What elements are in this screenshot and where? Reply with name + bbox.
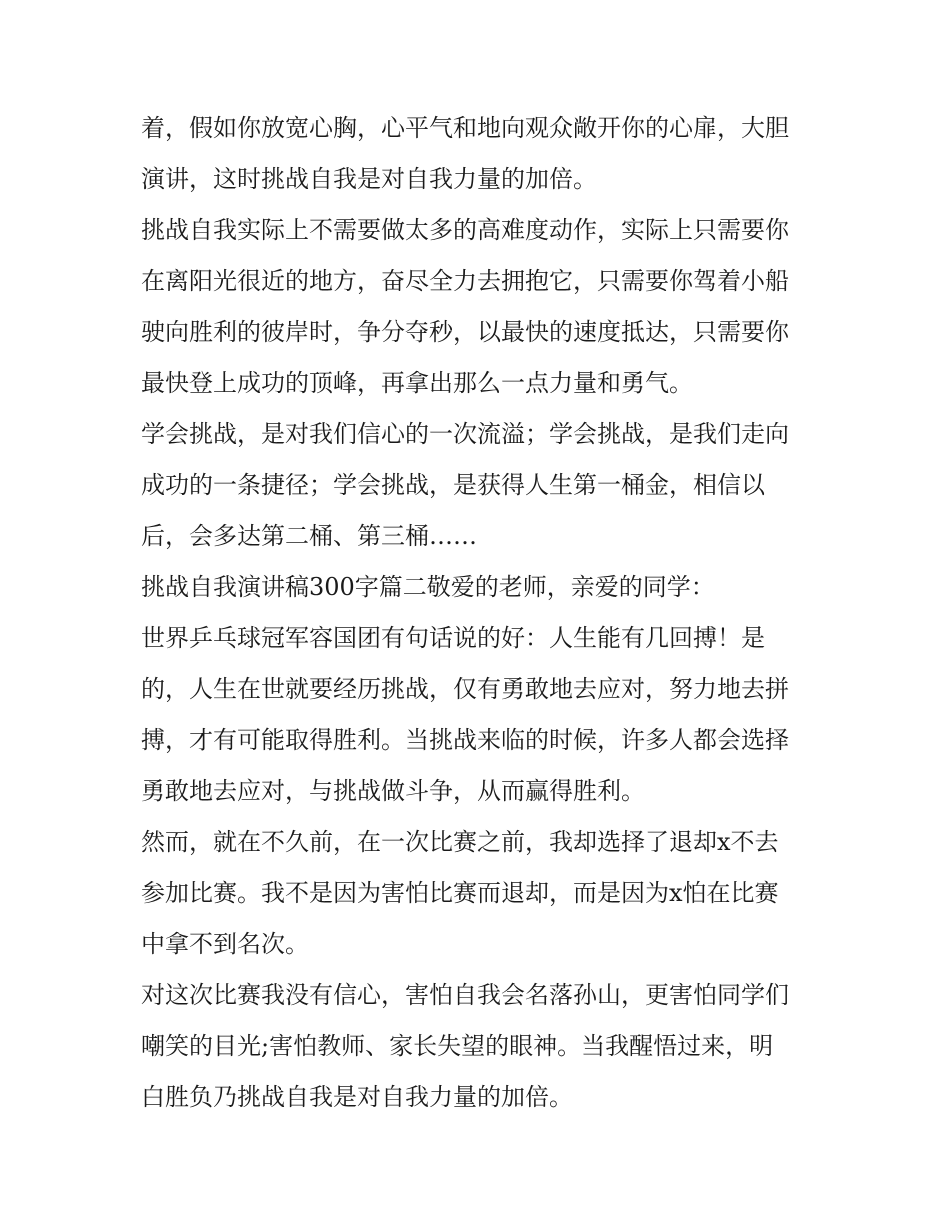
- text-line: 搏，才有可能取得胜利。当挑战来临的时候，许多人都会选择: [141, 726, 789, 754]
- text-line: 在离阳光很近的地方，奋尽全力去拥抱它，只需要你驾着小船: [141, 267, 789, 295]
- text-line: 着，假如你放宽心胸，心平气和地向观众敞开你的心扉，大胆: [141, 114, 789, 142]
- text-line: 嘲笑的目光;害怕教师、家长失望的眼神。当我醒悟过来，明: [141, 1032, 774, 1060]
- text-line: 驶向胜利的彼岸时，争分夺秒，以最快的速度抵达，只需要你: [141, 318, 789, 346]
- document-body: [141, 103, 821, 1123]
- text-line: 挑战自我演讲稿300字篇二敬爱的老师，亲爱的同学：: [141, 573, 715, 601]
- text-line: 世界乒乓球冠军容国团有句话说的好：人生能有几回搏！是: [141, 624, 765, 652]
- text-line: 中拿不到名次。: [141, 930, 309, 958]
- text-line: 勇敢地去应对，与挑战做斗争，从而赢得胜利。: [141, 777, 645, 805]
- text-line: 最快登上成功的顶峰，再拿出那么一点力量和勇气。: [141, 369, 693, 397]
- text-line: 成功的一条捷径；学会挑战，是获得人生第一桶金，相信以: [141, 471, 765, 499]
- text-line: 白胜负乃挑战自我是对自我力量的加倍。: [141, 1083, 573, 1111]
- text-line: 演讲，这时挑战自我是对自我力量的加倍。: [141, 165, 597, 193]
- text-line: 后，会多达第二桶、第三桶……: [141, 522, 477, 550]
- text-line: 挑战自我实际上不需要做太多的高难度动作，实际上只需要你: [141, 216, 789, 244]
- text-line: 学会挑战，是对我们信心的一次流溢；学会挑战，是我们走向: [141, 420, 789, 448]
- text-line: 参加比赛。我不是因为害怕比赛而退却，而是因为x怕在比赛: [141, 879, 779, 907]
- text-line: 的，人生在世就要经历挑战，仅有勇敢地去应对，努力地去拼: [141, 675, 789, 703]
- text-line: 然而，就在不久前，在一次比赛之前，我却选择了退却x不去: [141, 828, 779, 856]
- text-line: 对这次比赛我没有信心，害怕自我会名落孙山，更害怕同学们: [141, 981, 789, 1009]
